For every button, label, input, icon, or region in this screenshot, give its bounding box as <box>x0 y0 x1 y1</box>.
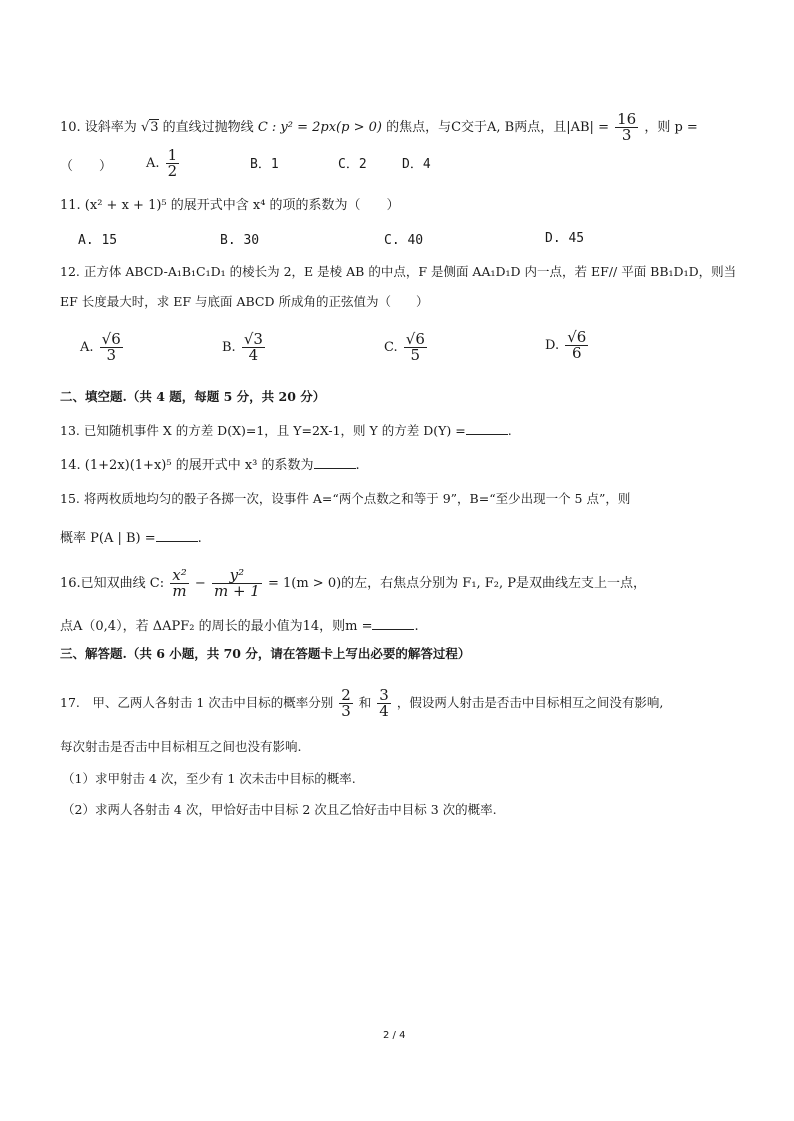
q13-answer-blank <box>466 422 508 435</box>
q16-line-2: 点A（0,4），若 ΔAPF₂ 的周长的最小值为14，则m = . <box>60 619 419 634</box>
q17-line-1: 17. 甲、乙两人各射击 1 次击中目标的概率分别 $\frac{2}{3}$ 和 $\frac{3}{4}$ ，假设两人射击是否击中目标相互之间没有影响, <box>60 686 664 720</box>
q13-text: 13. 已知随机事件 X 的方差 D(X)=1，且 Y=2X-1，则 Y 的方差 D(Y) = <box>60 423 466 438</box>
q12-option-c: C. $\frac{√6}{5}$ <box>384 330 425 364</box>
q10-sqrt: 3 <box>150 120 159 135</box>
q14-text: 14. (1+2x)(1+x)⁵ 的展开式中 x³ 的系数为 <box>60 458 314 473</box>
q17-fraction-1: $\frac{2}{3}$ <box>341 686 351 720</box>
q11-option-d: D. 45 <box>545 231 585 246</box>
q16-fraction-x: $\frac{\text{x²}}{m}$ <box>172 566 187 600</box>
q15-line-2: 概率 P(A | B) = . <box>60 531 202 546</box>
q17-sub-2: （2）求两人各射击 4 次，甲恰好击中目标 2 次且乙恰好击中目标 3 次的概率. <box>62 802 497 817</box>
q16-fraction-y: $\frac{\text{y²}}{m + 1}$ <box>213 566 260 600</box>
q12-line-2: EF 长度最大时，求 EF 与底面 ABCD 所成角的正弦值为（ ） <box>60 294 429 309</box>
q11-option-b: B. 30 <box>220 233 260 248</box>
q11-option-a: A. 15 <box>78 233 118 248</box>
section-3-heading: 三、解答题.（共 6 小题，共 70 分，请在答题卡上写出必要的解答过程） <box>60 646 471 661</box>
section-2-heading: 二、填空题.（共 4 题，每题 5 分，共 20 分） <box>60 389 326 404</box>
q10-paren: （ ） <box>60 159 113 174</box>
q14-answer-blank <box>314 456 356 469</box>
q10-tail: ，则 p = <box>644 120 698 135</box>
q10-mid: 的直线过抛物线 <box>162 120 254 135</box>
q16-answer-blank <box>372 617 414 630</box>
q16-line-1: 16.已知双曲线 C: $\frac{\text{x²}}{m}$ − $\frac{\text{y²}}{m + 1}$ = 1(m > 0)的左，右焦点分别为 F₁, F₂, P是双曲线左支上一点， <box>60 566 647 600</box>
q12-option-d: D. $\frac{√6}{6}$ <box>545 328 587 362</box>
q10-option-a: A. $\frac{1}{2}$ <box>146 146 178 180</box>
q12-option-a: A. $\frac{√6}{3}$ <box>80 330 121 364</box>
q15-answer-blank <box>156 529 198 542</box>
q10-option-c: C．2 <box>338 157 367 172</box>
q14-line: 14. (1+2x)(1+x)⁵ 的展开式中 x³ 的系数为 . <box>60 458 360 473</box>
page-number: 2 / 4 <box>383 1030 406 1041</box>
q13-line: 13. 已知随机事件 X 的方差 D(X)=1，且 Y=2X-1，则 Y 的方差 D(Y) = . <box>60 423 512 438</box>
q10-eq: C : y² = 2px(p > 0) <box>257 120 382 135</box>
q12-option-b: B. $\frac{√3}{4}$ <box>222 330 263 364</box>
q17-fraction-2: $\frac{3}{4}$ <box>379 686 389 720</box>
q10-post: 的焦点，与C交于A, B两点，且|AB| = <box>386 120 609 135</box>
q12-line-1: 12. 正方体 ABCD-A₁B₁C₁D₁ 的棱长为 2，E 是棱 AB 的中点，F 是侧面 AA₁D₁D 内一点，若 EF// 平面 BB₁D₁D，则当 <box>60 264 737 279</box>
q10-option-d: D．4 <box>402 157 431 172</box>
q10-fraction: $\frac{16}{3}$ <box>617 110 637 144</box>
q11-option-c: C. 40 <box>384 233 424 248</box>
q10-line: 10. 设斜率为 √3 的直线过抛物线 C : y² = 2px(p > 0) 的焦点，与C交于A, B两点，且|AB| = $\frac{16}{3}$ ，则 p = <box>60 110 698 144</box>
q15-line-1: 15. 将两枚质地均匀的骰子各掷一次，设事件 A=“两个点数之和等于 9”，B=“至少出现一个 5 点”，则 <box>60 491 631 506</box>
q10-pre: 10. 设斜率为 <box>60 120 137 135</box>
q17-sub-1: （1）求甲射击 4 次，至少有 1 次未击中目标的概率. <box>62 771 356 786</box>
q11-text: 11. (x² + x + 1)⁵ 的展开式中含 x⁴ 的项的系数为（ ） <box>60 198 400 213</box>
q17-line-2: 每次射击是否击中目标相互之间也没有影响. <box>60 739 302 754</box>
q10-option-b: B．1 <box>250 157 279 172</box>
